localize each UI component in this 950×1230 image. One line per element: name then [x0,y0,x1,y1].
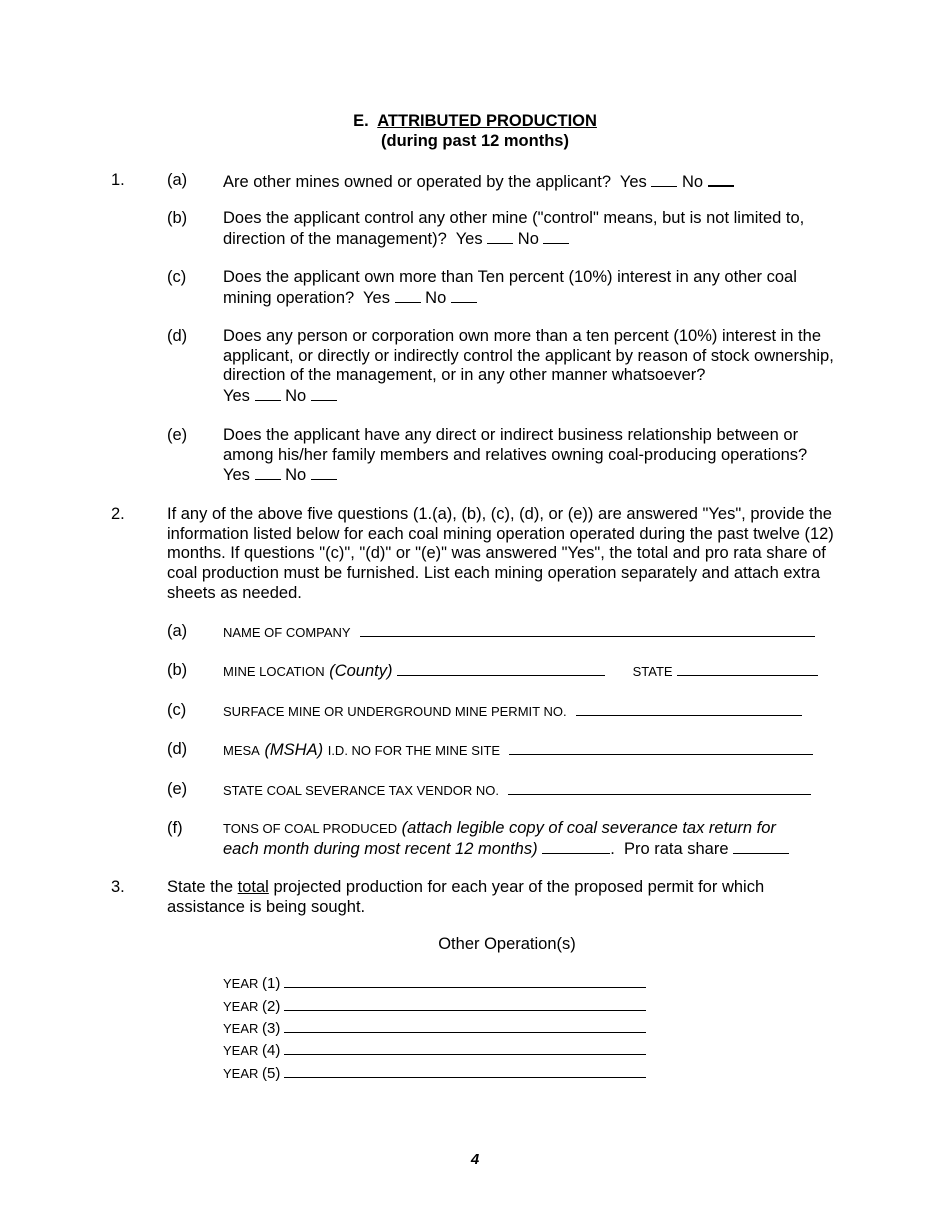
q1d-yes-blank[interactable] [255,386,281,401]
q2a-field: NAME OF COMPANY [223,622,863,643]
q1c-text: Does the applicant own more than Ten percent (10%) interest in any other coal mining operation? Yes No [223,268,797,307]
year-4-input[interactable] [284,1042,646,1055]
q1c-label: (c) [167,268,187,286]
question-1-number: 1. [111,171,125,189]
permit-no-input[interactable] [576,701,802,716]
question-3-number: 3. [111,878,125,896]
q2f-label: (f) [167,819,183,837]
q2d-label: (d) [167,740,188,758]
year-row-5: YEAR (5) [223,1065,646,1082]
q1e-no-blank[interactable] [311,465,337,480]
q1d-label: (d) [167,327,188,345]
section-subtitle: (during past 12 months) [381,132,569,150]
q1e-label: (e) [167,426,188,444]
q1b-yes-blank[interactable] [487,229,513,244]
page-number: 4 [470,1151,480,1168]
year-row-2: YEAR (2) [223,998,646,1015]
q1c-no-blank[interactable] [451,288,477,303]
q1a-text: Are other mines owned or operated by the applicant? Yes No [223,171,843,193]
section-title: ATTRIBUTED PRODUCTION [377,112,597,130]
county-input[interactable] [397,661,605,676]
tax-vendor-input[interactable] [508,780,811,795]
q1d-no-blank[interactable] [311,386,337,401]
pro-rata-input[interactable] [733,839,789,854]
q1b-text: Does the applicant control any other mine ("control" means, but is not limited to, direction of the management)? Yes No [223,209,805,248]
year-2-input[interactable] [284,998,646,1011]
year-5-input[interactable] [284,1065,646,1078]
state-input[interactable] [677,661,818,676]
q2c-label: (c) [167,701,187,719]
section-letter: E. [353,112,369,130]
other-operations-heading: Other Operation(s) [438,935,576,953]
q1b-no-blank[interactable] [543,229,569,244]
section-heading [0,111,950,151]
company-name-input[interactable] [360,622,815,637]
q1b-label: (b) [167,209,188,227]
q2e-field: STATE COAL SEVERANCE TAX VENDOR NO. [223,780,863,801]
year-row-3: YEAR (3) [223,1020,646,1037]
tons-produced-input[interactable] [542,839,610,854]
q1e-yes-blank[interactable] [255,465,281,480]
q2a-label: (a) [167,622,188,640]
question-2-number: 2. [111,505,125,523]
q1c-yes-blank[interactable] [395,288,421,303]
q2b-label: (b) [167,661,188,679]
q1d-text: Does any person or corporation own more than a ten percent (10%) interest in the applicant, or directly or indirectly control the applicant by reason of stock ownership, direction of the management, or in any other manner whatsoever? Yes No [223,327,834,406]
q1e-text: Does the applicant have any direct or indirect business relationship between or among his/her family members and relatives owning coal-producing operations? Yes No [223,426,808,485]
q2-text: If any of the above five questions (1.(a), (b), (c), (d), or (e)) are answered "Yes", provide the information listed below for each coal mining operation operated during the past twelve (12) months. If questions "(c)", "(d)" or "(e)" was answered "Yes", the total and pro rata share of coal production must be furnished. List each mining operation separately and attach extra sheets as needed. [167,505,834,602]
year-3-input[interactable] [284,1020,646,1033]
msha-id-input[interactable] [509,740,813,755]
q1a-yes-blank[interactable] [651,172,677,187]
year-1-input[interactable] [284,975,646,988]
q1a-label: (a) [167,171,188,189]
q3-text: State the total projected production for each year of the proposed permit for which assistance is being sought. [167,878,765,916]
year-row-1: YEAR (1) [223,975,646,992]
year-row-4: YEAR (4) [223,1042,646,1059]
q2d-field: MESA (MSHA) I.D. NO FOR THE MINE SITE [223,740,863,761]
q2b-field: MINE LOCATION (County) STATE [223,661,863,682]
q1a-no-blank[interactable] [708,171,734,187]
q2e-label: (e) [167,780,188,798]
q2f-field: TONS OF COAL PRODUCED (attach legible copy of coal severance tax return for each month during most recent 12 months) . Pro rata share [223,819,863,859]
q2c-field: SURFACE MINE OR UNDERGROUND MINE PERMIT NO. [223,701,863,722]
